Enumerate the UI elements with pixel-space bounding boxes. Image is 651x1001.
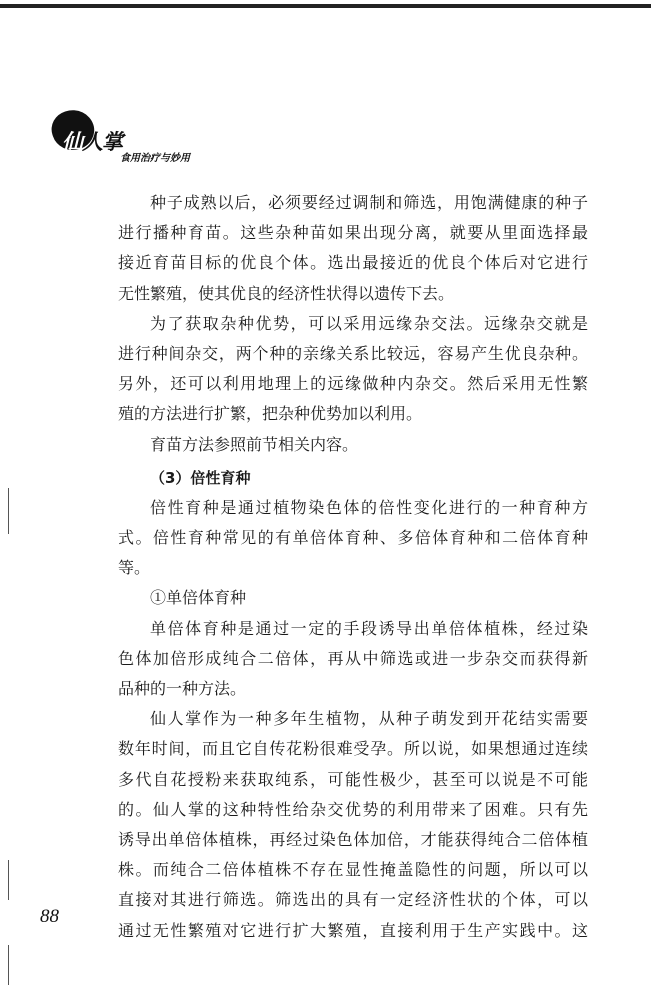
text-line: 数年时间，而且它自传花粉很难受孕。所以说，如果想通过连续 (118, 739, 588, 759)
scan-edge-mark (8, 945, 9, 985)
text-line: 育苗方法参照前节相关内容。 (150, 434, 359, 454)
scan-edge-mark (8, 488, 9, 534)
text-line: 殖的方法进行扩繁，把杂种优势加以利用。 (118, 404, 423, 424)
top-rule (0, 4, 651, 8)
text-line: 单倍体育种是通过一定的手段诱导出单倍体植株，经过染 (150, 618, 588, 638)
text-line: 种子成熟以后，必须要经过调制和筛选，用饱满健康的种子 (150, 193, 588, 212)
text-line: 进行播种育苗。这些杂种苗如果出现分离，就要从里面选择最 (118, 223, 588, 243)
text-line: 等。 (118, 558, 151, 578)
text-line: 无性繁殖，使其优良的经济性状得以遗传下去。 (118, 283, 455, 303)
text-line: 倍性育种是通过植物染色体的倍性变化进行的一种育种方 (150, 497, 588, 517)
text-line: 品种的一种方法。 (118, 679, 247, 698)
text-line: 直接对其进行筛选。筛选出的具有一定经济性状的个体，可以 (118, 890, 588, 910)
logo-title: 仙人掌 (62, 129, 122, 154)
page-number: 88 (40, 906, 59, 927)
text-line: 株。而纯合二倍体植株不存在显性掩盖隐性的问题，所以可以 (118, 860, 588, 880)
book-logo (48, 108, 208, 166)
logo-subtitle: 食用治疗与妙用 (120, 153, 190, 164)
text-line: 接近育苗目标的优良个体。选出最接近的优良个体后对它进行 (118, 253, 588, 273)
text-line: 仙人掌作为一种多年生植物，从种子萌发到开花结实需要 (150, 709, 588, 729)
text-line: 为了获取杂种优势，可以采用远缘杂交法。远缘杂交就是 (150, 313, 588, 333)
text-line: 的。仙人掌的这种特性给杂交优势的利用带来了困难。只有先 (118, 799, 588, 819)
body-text (118, 188, 588, 946)
text-line: ①单倍体育种 (150, 588, 247, 608)
text-line: 诱导出单倍体植株，再经过染色体加倍，才能获得纯合二倍体植 (118, 829, 588, 849)
scan-edge-mark (8, 860, 9, 900)
section-heading: （3）倍性育种 (150, 468, 251, 487)
text-line: 另外，还可以利用地理上的远缘做种内杂交。然后采用无性繁 (118, 374, 588, 394)
text-line: 多代自花授粉来获取纯系，可能性极少，甚至可以说是不可能 (118, 769, 588, 789)
text-line: 进行种间杂交，两个种的亲缘关系比较远，容易产生优良杂种。 (118, 343, 588, 363)
text-line: 色体加倍形成纯合二倍体，再从中筛选或进一步杂交而获得新 (118, 648, 588, 668)
text-line: 式。倍性育种常见的有单倍体育种、多倍体育种和二倍体育种 (118, 528, 588, 548)
text-line: 通过无性繁殖对它进行扩大繁殖，直接利用于生产实践中。这 (118, 920, 588, 940)
